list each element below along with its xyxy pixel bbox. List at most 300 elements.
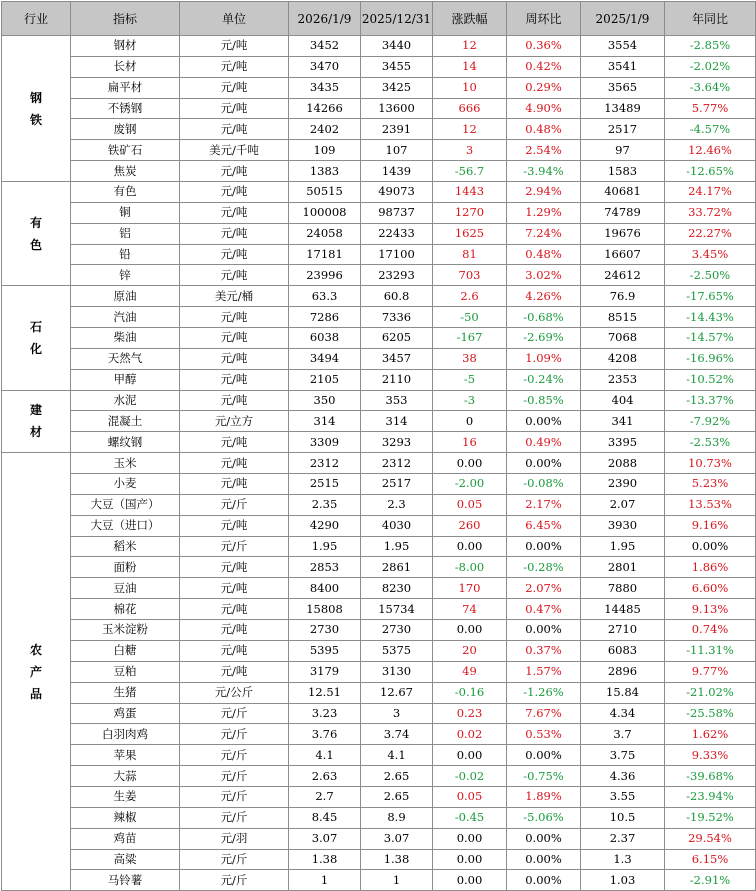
yoy-cell: 13.53% <box>665 494 756 515</box>
unit-cell: 元/吨 <box>180 307 289 328</box>
prev-value-cell: 3293 <box>361 432 433 453</box>
prev-value-cell: 49073 <box>361 182 433 203</box>
current-value-cell: 3470 <box>289 56 361 77</box>
year-ago-value-cell: 13489 <box>581 98 665 119</box>
unit-cell: 元/吨 <box>180 453 289 474</box>
year-ago-value-cell: 3554 <box>581 36 665 57</box>
table-row <box>2 286 756 307</box>
unit-cell: 元/吨 <box>180 661 289 682</box>
wow-cell: 1.89% <box>507 786 581 807</box>
yoy-cell: 9.16% <box>665 515 756 536</box>
yoy-cell: 9.13% <box>665 599 756 620</box>
industry-group-cell: 石化 <box>2 286 71 390</box>
commodity-price-table <box>1 1 756 891</box>
indicator-cell: 大豆（国产） <box>71 494 180 515</box>
table-row <box>2 807 756 828</box>
change-cell: 703 <box>433 265 507 286</box>
yoy-cell: 6.15% <box>665 849 756 870</box>
wow-cell: 0.00% <box>507 745 581 766</box>
prev-value-cell: 8230 <box>361 578 433 599</box>
header-unit: 单位 <box>180 2 289 36</box>
prev-value-cell: 98737 <box>361 202 433 223</box>
prev-value-cell: 2110 <box>361 369 433 390</box>
yoy-cell: 3.45% <box>665 244 756 265</box>
prev-value-cell: 2312 <box>361 453 433 474</box>
current-value-cell: 15808 <box>289 599 361 620</box>
industry-group-cell: 建材 <box>2 390 71 453</box>
wow-cell: 0.53% <box>507 724 581 745</box>
wow-cell: 0.00% <box>507 870 581 891</box>
unit-cell: 元/吨 <box>180 119 289 140</box>
table-row <box>2 745 756 766</box>
year-ago-value-cell: 8515 <box>581 307 665 328</box>
header-current-date: 2026/1/9 <box>289 2 361 36</box>
table-row <box>2 870 756 891</box>
prev-value-cell: 23293 <box>361 265 433 286</box>
indicator-cell: 锌 <box>71 265 180 286</box>
unit-cell: 元/吨 <box>180 244 289 265</box>
table-row <box>2 265 756 286</box>
unit-cell: 元/吨 <box>180 390 289 411</box>
yoy-cell: -2.02% <box>665 56 756 77</box>
wow-cell: -5.06% <box>507 807 581 828</box>
change-cell: 1270 <box>433 202 507 223</box>
current-value-cell: 314 <box>289 411 361 432</box>
indicator-cell: 螺纹钢 <box>71 432 180 453</box>
unit-cell: 元/吨 <box>180 56 289 77</box>
change-cell: -167 <box>433 328 507 349</box>
header-year-ago-date: 2025/1/9 <box>581 2 665 36</box>
wow-cell: -0.08% <box>507 474 581 495</box>
industry-group-cell: 农产品 <box>2 453 71 891</box>
current-value-cell: 14266 <box>289 98 361 119</box>
year-ago-value-cell: 4.36 <box>581 766 665 787</box>
year-ago-value-cell: 40681 <box>581 182 665 203</box>
indicator-cell: 高粱 <box>71 849 180 870</box>
current-value-cell: 3309 <box>289 432 361 453</box>
year-ago-value-cell: 6083 <box>581 640 665 661</box>
wow-cell: -2.69% <box>507 328 581 349</box>
indicator-cell: 面粉 <box>71 557 180 578</box>
yoy-cell: -2.85% <box>665 36 756 57</box>
current-value-cell: 3435 <box>289 77 361 98</box>
year-ago-value-cell: 4.34 <box>581 703 665 724</box>
current-value-cell: 63.3 <box>289 286 361 307</box>
change-cell: 49 <box>433 661 507 682</box>
wow-cell: -3.94% <box>507 161 581 182</box>
indicator-cell: 甲醇 <box>71 369 180 390</box>
wow-cell: -0.24% <box>507 369 581 390</box>
prev-value-cell: 353 <box>361 390 433 411</box>
yoy-cell: -14.57% <box>665 328 756 349</box>
header-change: 涨跌幅 <box>433 2 507 36</box>
year-ago-value-cell: 1.95 <box>581 536 665 557</box>
change-cell: 2.6 <box>433 286 507 307</box>
yoy-cell: -16.96% <box>665 348 756 369</box>
indicator-cell: 不锈钢 <box>71 98 180 119</box>
wow-cell: -0.68% <box>507 307 581 328</box>
table-row <box>2 494 756 515</box>
wow-cell: -0.85% <box>507 390 581 411</box>
wow-cell: 0.00% <box>507 411 581 432</box>
table-row <box>2 599 756 620</box>
prev-value-cell: 17100 <box>361 244 433 265</box>
change-cell: -3 <box>433 390 507 411</box>
yoy-cell: 1.62% <box>665 724 756 745</box>
table-row <box>2 828 756 849</box>
table-row <box>2 432 756 453</box>
current-value-cell: 8.45 <box>289 807 361 828</box>
table-row <box>2 578 756 599</box>
prev-value-cell: 2861 <box>361 557 433 578</box>
indicator-cell: 生姜 <box>71 786 180 807</box>
wow-cell: 0.47% <box>507 599 581 620</box>
unit-cell: 美元/千吨 <box>180 140 289 161</box>
current-value-cell: 2312 <box>289 453 361 474</box>
wow-cell: 7.24% <box>507 223 581 244</box>
unit-cell: 元/斤 <box>180 536 289 557</box>
change-cell: 10 <box>433 77 507 98</box>
wow-cell: 2.07% <box>507 578 581 599</box>
wow-cell: 0.37% <box>507 640 581 661</box>
indicator-cell: 苹果 <box>71 745 180 766</box>
indicator-cell: 焦炭 <box>71 161 180 182</box>
year-ago-value-cell: 3.7 <box>581 724 665 745</box>
year-ago-value-cell: 2801 <box>581 557 665 578</box>
indicator-cell: 小麦 <box>71 474 180 495</box>
prev-value-cell: 3425 <box>361 77 433 98</box>
yoy-cell: 6.60% <box>665 578 756 599</box>
table-row <box>2 390 756 411</box>
prev-value-cell: 6205 <box>361 328 433 349</box>
indicator-cell: 汽油 <box>71 307 180 328</box>
yoy-cell: 0.74% <box>665 620 756 641</box>
indicator-cell: 大蒜 <box>71 766 180 787</box>
current-value-cell: 3494 <box>289 348 361 369</box>
yoy-cell: -13.37% <box>665 390 756 411</box>
indicator-cell: 扁平材 <box>71 77 180 98</box>
yoy-cell: -11.31% <box>665 640 756 661</box>
yoy-cell: -23.94% <box>665 786 756 807</box>
change-cell: -56.7 <box>433 161 507 182</box>
wow-cell: -0.28% <box>507 557 581 578</box>
header-industry: 行业 <box>2 2 71 36</box>
year-ago-value-cell: 2353 <box>581 369 665 390</box>
table-row <box>2 140 756 161</box>
change-cell: 81 <box>433 244 507 265</box>
change-cell: 0.05 <box>433 494 507 515</box>
current-value-cell: 8400 <box>289 578 361 599</box>
table-row <box>2 453 756 474</box>
unit-cell: 元/吨 <box>180 474 289 495</box>
change-cell: 12 <box>433 119 507 140</box>
indicator-cell: 铝 <box>71 223 180 244</box>
prev-value-cell: 2.65 <box>361 766 433 787</box>
table-row <box>2 703 756 724</box>
wow-cell: 1.57% <box>507 661 581 682</box>
table-row <box>2 557 756 578</box>
change-cell: -0.16 <box>433 682 507 703</box>
indicator-cell: 大豆（进口） <box>71 515 180 536</box>
current-value-cell: 6038 <box>289 328 361 349</box>
table-row <box>2 202 756 223</box>
prev-value-cell: 22433 <box>361 223 433 244</box>
current-value-cell: 2.7 <box>289 786 361 807</box>
indicator-cell: 白糖 <box>71 640 180 661</box>
indicator-cell: 鸡蛋 <box>71 703 180 724</box>
current-value-cell: 3452 <box>289 36 361 57</box>
unit-cell: 元/吨 <box>180 369 289 390</box>
current-value-cell: 12.51 <box>289 682 361 703</box>
unit-cell: 元/斤 <box>180 807 289 828</box>
prev-value-cell: 3130 <box>361 661 433 682</box>
change-cell: 14 <box>433 56 507 77</box>
header-yoy: 年同比 <box>665 2 756 36</box>
change-cell: 0.00 <box>433 536 507 557</box>
wow-cell: 1.09% <box>507 348 581 369</box>
yoy-cell: -2.53% <box>665 432 756 453</box>
wow-cell: -1.26% <box>507 682 581 703</box>
unit-cell: 元/斤 <box>180 494 289 515</box>
wow-cell: 0.00% <box>507 453 581 474</box>
yoy-cell: 5.77% <box>665 98 756 119</box>
unit-cell: 元/羽 <box>180 828 289 849</box>
unit-cell: 元/吨 <box>180 578 289 599</box>
wow-cell: 0.00% <box>507 828 581 849</box>
current-value-cell: 1 <box>289 870 361 891</box>
year-ago-value-cell: 2896 <box>581 661 665 682</box>
current-value-cell: 24058 <box>289 223 361 244</box>
unit-cell: 美元/桶 <box>180 286 289 307</box>
current-value-cell: 3.23 <box>289 703 361 724</box>
year-ago-value-cell: 76.9 <box>581 286 665 307</box>
prev-value-cell: 60.8 <box>361 286 433 307</box>
wow-cell: 0.00% <box>507 620 581 641</box>
unit-cell: 元/吨 <box>180 161 289 182</box>
prev-value-cell: 3.74 <box>361 724 433 745</box>
table-row <box>2 620 756 641</box>
unit-cell: 元/吨 <box>180 77 289 98</box>
prev-value-cell: 3.07 <box>361 828 433 849</box>
prev-value-cell: 12.67 <box>361 682 433 703</box>
yoy-cell: -17.65% <box>665 286 756 307</box>
wow-cell: 6.45% <box>507 515 581 536</box>
current-value-cell: 2.63 <box>289 766 361 787</box>
year-ago-value-cell: 19676 <box>581 223 665 244</box>
table-row <box>2 328 756 349</box>
prev-value-cell: 8.9 <box>361 807 433 828</box>
year-ago-value-cell: 3.55 <box>581 786 665 807</box>
table-row <box>2 515 756 536</box>
table-row <box>2 536 756 557</box>
indicator-cell: 鸡苗 <box>71 828 180 849</box>
prev-value-cell: 13600 <box>361 98 433 119</box>
indicator-cell: 铅 <box>71 244 180 265</box>
prev-value-cell: 314 <box>361 411 433 432</box>
wow-cell: 0.48% <box>507 119 581 140</box>
unit-cell: 元/吨 <box>180 640 289 661</box>
year-ago-value-cell: 3930 <box>581 515 665 536</box>
current-value-cell: 4.1 <box>289 745 361 766</box>
prev-value-cell: 2730 <box>361 620 433 641</box>
year-ago-value-cell: 10.5 <box>581 807 665 828</box>
year-ago-value-cell: 2088 <box>581 453 665 474</box>
wow-cell: 4.90% <box>507 98 581 119</box>
prev-value-cell: 7336 <box>361 307 433 328</box>
unit-cell: 元/吨 <box>180 557 289 578</box>
prev-value-cell: 5375 <box>361 640 433 661</box>
table-row <box>2 786 756 807</box>
wow-cell: 2.17% <box>507 494 581 515</box>
yoy-cell: -39.68% <box>665 766 756 787</box>
change-cell: -5 <box>433 369 507 390</box>
indicator-cell: 马铃薯 <box>71 870 180 891</box>
header-prev-date: 2025/12/31 <box>361 2 433 36</box>
indicator-cell: 棉花 <box>71 599 180 620</box>
wow-cell: 0.29% <box>507 77 581 98</box>
year-ago-value-cell: 14485 <box>581 599 665 620</box>
table-row <box>2 766 756 787</box>
indicator-cell: 钢材 <box>71 36 180 57</box>
indicator-cell: 稻米 <box>71 536 180 557</box>
year-ago-value-cell: 3565 <box>581 77 665 98</box>
table-row <box>2 640 756 661</box>
indicator-cell: 混凝土 <box>71 411 180 432</box>
unit-cell: 元/斤 <box>180 786 289 807</box>
yoy-cell: -25.58% <box>665 703 756 724</box>
table-row <box>2 682 756 703</box>
yoy-cell: 12.46% <box>665 140 756 161</box>
unit-cell: 元/吨 <box>180 223 289 244</box>
yoy-cell: 1.86% <box>665 557 756 578</box>
prev-value-cell: 2.65 <box>361 786 433 807</box>
current-value-cell: 3.07 <box>289 828 361 849</box>
change-cell: 0.00 <box>433 870 507 891</box>
unit-cell: 元/吨 <box>180 515 289 536</box>
change-cell: 0.00 <box>433 745 507 766</box>
header-indicator: 指标 <box>71 2 180 36</box>
change-cell: 0.00 <box>433 849 507 870</box>
indicator-cell: 玉米淀粉 <box>71 620 180 641</box>
current-value-cell: 100008 <box>289 202 361 223</box>
indicator-cell: 原油 <box>71 286 180 307</box>
indicator-cell: 有色 <box>71 182 180 203</box>
table-row <box>2 307 756 328</box>
indicator-cell: 水泥 <box>71 390 180 411</box>
unit-cell: 元/吨 <box>180 182 289 203</box>
unit-cell: 元/斤 <box>180 870 289 891</box>
current-value-cell: 2730 <box>289 620 361 641</box>
unit-cell: 元/吨 <box>180 599 289 620</box>
table-row <box>2 119 756 140</box>
indicator-cell: 柴油 <box>71 328 180 349</box>
change-cell: -2.00 <box>433 474 507 495</box>
change-cell: 74 <box>433 599 507 620</box>
wow-cell: 3.02% <box>507 265 581 286</box>
indicator-cell: 铜 <box>71 202 180 223</box>
year-ago-value-cell: 1.03 <box>581 870 665 891</box>
table-body <box>2 36 756 891</box>
yoy-cell: -21.02% <box>665 682 756 703</box>
prev-value-cell: 3440 <box>361 36 433 57</box>
prev-value-cell: 4030 <box>361 515 433 536</box>
wow-cell: 0.42% <box>507 56 581 77</box>
change-cell: 12 <box>433 36 507 57</box>
indicator-cell: 豆油 <box>71 578 180 599</box>
table-row <box>2 474 756 495</box>
change-cell: 1443 <box>433 182 507 203</box>
yoy-cell: -10.52% <box>665 369 756 390</box>
yoy-cell: -3.64% <box>665 77 756 98</box>
wow-cell: 2.94% <box>507 182 581 203</box>
change-cell: 0.02 <box>433 724 507 745</box>
year-ago-value-cell: 2710 <box>581 620 665 641</box>
yoy-cell: -19.52% <box>665 807 756 828</box>
year-ago-value-cell: 97 <box>581 140 665 161</box>
table-row <box>2 849 756 870</box>
unit-cell: 元/斤 <box>180 849 289 870</box>
year-ago-value-cell: 3395 <box>581 432 665 453</box>
wow-cell: 1.29% <box>507 202 581 223</box>
change-cell: -50 <box>433 307 507 328</box>
current-value-cell: 23996 <box>289 265 361 286</box>
change-cell: -8.00 <box>433 557 507 578</box>
current-value-cell: 5395 <box>289 640 361 661</box>
prev-value-cell: 1 <box>361 870 433 891</box>
year-ago-value-cell: 4208 <box>581 348 665 369</box>
change-cell: 38 <box>433 348 507 369</box>
wow-cell: -0.75% <box>507 766 581 787</box>
change-cell: -0.02 <box>433 766 507 787</box>
current-value-cell: 2.35 <box>289 494 361 515</box>
table-row <box>2 369 756 390</box>
current-value-cell: 350 <box>289 390 361 411</box>
wow-cell: 7.67% <box>507 703 581 724</box>
change-cell: -0.45 <box>433 807 507 828</box>
table-row <box>2 56 756 77</box>
yoy-cell: 10.73% <box>665 453 756 474</box>
table-row <box>2 411 756 432</box>
year-ago-value-cell: 1.3 <box>581 849 665 870</box>
prev-value-cell: 3457 <box>361 348 433 369</box>
table-row <box>2 182 756 203</box>
year-ago-value-cell: 24612 <box>581 265 665 286</box>
prev-value-cell: 1.95 <box>361 536 433 557</box>
year-ago-value-cell: 2390 <box>581 474 665 495</box>
unit-cell: 元/斤 <box>180 703 289 724</box>
indicator-cell: 生猪 <box>71 682 180 703</box>
year-ago-value-cell: 2.37 <box>581 828 665 849</box>
yoy-cell: -4.57% <box>665 119 756 140</box>
year-ago-value-cell: 74789 <box>581 202 665 223</box>
unit-cell: 元/斤 <box>180 766 289 787</box>
table-row <box>2 223 756 244</box>
unit-cell: 元/吨 <box>180 202 289 223</box>
year-ago-value-cell: 404 <box>581 390 665 411</box>
change-cell: 0.00 <box>433 620 507 641</box>
table-row <box>2 661 756 682</box>
yoy-cell: 9.33% <box>665 745 756 766</box>
year-ago-value-cell: 7880 <box>581 578 665 599</box>
wow-cell: 0.36% <box>507 36 581 57</box>
year-ago-value-cell: 2.07 <box>581 494 665 515</box>
change-cell: 16 <box>433 432 507 453</box>
current-value-cell: 1383 <box>289 161 361 182</box>
indicator-cell: 天然气 <box>71 348 180 369</box>
yoy-cell: -7.92% <box>665 411 756 432</box>
yoy-cell: 24.17% <box>665 182 756 203</box>
table-row <box>2 161 756 182</box>
